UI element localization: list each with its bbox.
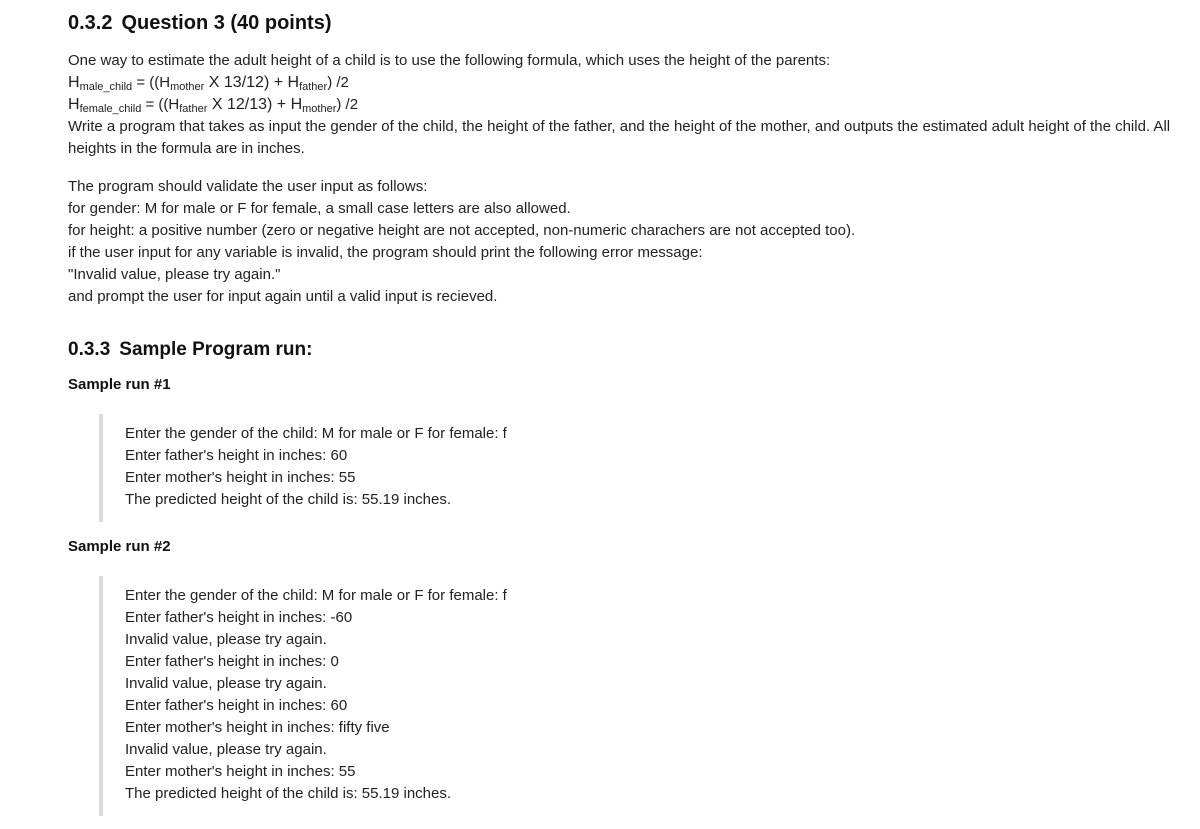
validation-line: "Invalid value, please try again." bbox=[68, 266, 281, 283]
output-line: Enter the gender of the child: M for male or F for female: f bbox=[125, 587, 507, 604]
validation-line: for height: a positive number (zero or negative height are not accepted, non-numeric charachers are not accepted too). bbox=[68, 222, 856, 239]
intro-text: One way to estimate the adult height of a child is to use the following formula, which uses the height of the parents: bbox=[68, 52, 831, 69]
output-line: Invalid value, please try again. bbox=[125, 675, 327, 692]
sample-run-2-output bbox=[99, 576, 507, 816]
validation-line: if the user input for any variable is invalid, the program should print the following error message: bbox=[68, 244, 703, 261]
validation-line: for gender: M for male or F for female, a small case letters are also allowed. bbox=[68, 200, 571, 217]
output-line: Enter father's height in inches: -60 bbox=[125, 609, 353, 626]
output-line: Invalid value, please try again. bbox=[125, 741, 327, 758]
validation-rules bbox=[68, 176, 1178, 308]
sample-run-1-title: Sample run #1 bbox=[68, 376, 171, 393]
sample-run-1-output bbox=[99, 414, 507, 522]
output-line: Enter father's height in inches: 0 bbox=[125, 653, 339, 670]
output-line: Enter mother's height in inches: fifty five bbox=[125, 719, 390, 736]
sample-heading bbox=[68, 339, 312, 361]
question-number: 0.3.2 bbox=[68, 12, 113, 34]
output-line: Invalid value, please try again. bbox=[125, 631, 327, 648]
sample-number: 0.3.3 bbox=[68, 339, 111, 360]
sample-run-2-title: Sample run #2 bbox=[68, 538, 171, 555]
output-line: Enter mother's height in inches: 55 bbox=[125, 469, 356, 486]
output-line: Enter father's height in inches: 60 bbox=[125, 447, 348, 464]
question-heading bbox=[68, 12, 332, 35]
output-line: Enter the gender of the child: M for male or F for female: f bbox=[125, 425, 507, 442]
sample-title: Sample Program run: bbox=[119, 339, 313, 360]
task-text: Write a program that takes as input the gender of the child, the height of the father, and the height of the mother, and outputs the estimated adult height of the child. All heights in the formula are in inches. bbox=[68, 118, 1171, 157]
output-line: The predicted height of the child is: 55.19 inches. bbox=[125, 491, 452, 508]
validation-line: The program should validate the user input as follows: bbox=[68, 178, 428, 195]
validation-line: and prompt the user for input again until a valid input is recieved. bbox=[68, 288, 498, 305]
question-title: Question 3 (40 points) bbox=[121, 12, 332, 34]
output-line: Enter father's height in inches: 60 bbox=[125, 697, 348, 714]
question-description bbox=[68, 50, 1178, 160]
formula-female: $H_{female\_child} = ((H_{father}$ X $12/13) + H_{mother}$) /2 bbox=[68, 96, 359, 115]
output-line: The predicted height of the child is: 55.19 inches. bbox=[125, 785, 452, 802]
formula-male: $H_{male\_child} = ((H_{mother}$ X $13/12) + H_{father}$) /2 bbox=[68, 74, 349, 93]
output-line: Enter mother's height in inches: 55 bbox=[125, 763, 356, 780]
